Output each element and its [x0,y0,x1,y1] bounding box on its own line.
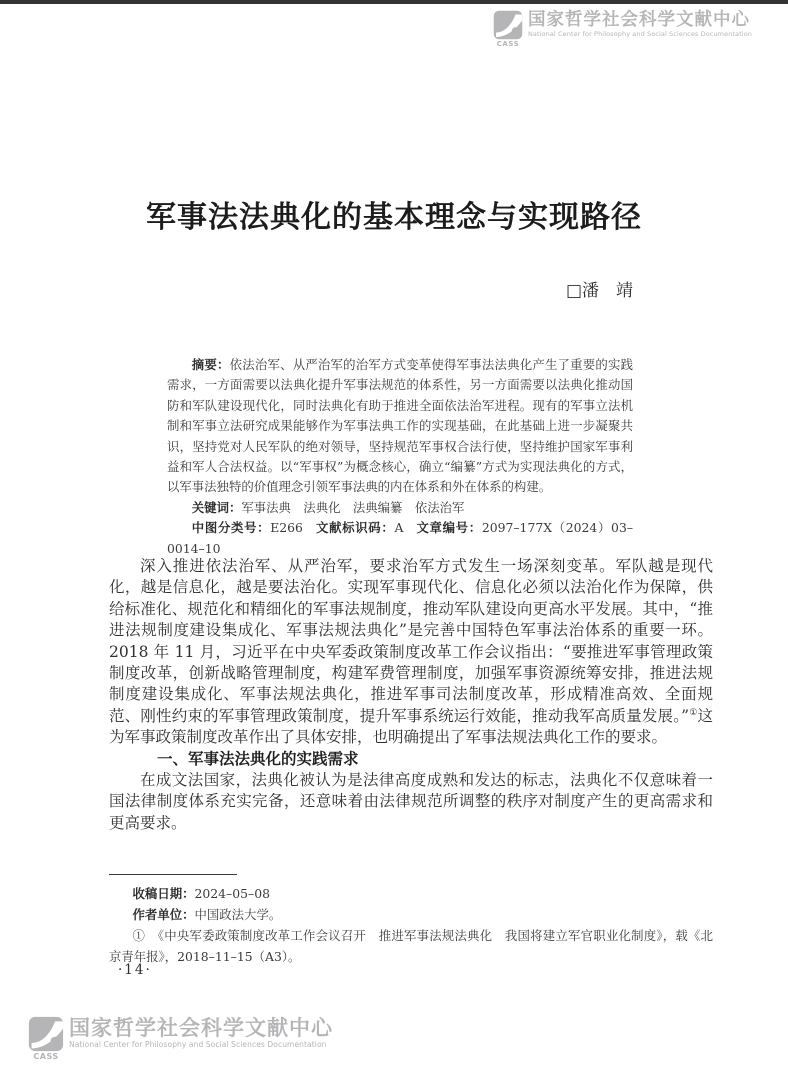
abstract-text: 依法治军、从严治军的治军方式变革使得军事法法典化产生了重要的实践需求，一方面需要以法典化提升军事法规范的体系性，另一方面需要以法典化推动国防和军队建设现代化，同时法典化有助于推进全面依法治军进程。现有的军事立法机制和军事立法研究成果能够作为军事法典工作的实现基础，在此基础上进一步凝聚共识，坚持党对人民军队的绝对领导，坚持规范军事权合法行使，坚持维护国家军事利益和军人合法权益。以“军事权”为概念核心，确立“编纂”方式为实现法典化的方式，以军事法独特的价值理念引领军事法典的内在体系和外在体系的构建。 [167,357,634,495]
cass-logo-icon [28,1016,64,1052]
brand-name-zh: 国家哲学社会科学文献中心 [69,1016,333,1040]
footnotes-block [109,883,713,967]
author-name: 潘 靖 [582,281,633,301]
cass-logo-icon [493,10,523,40]
author-line [0,276,633,301]
article-body [109,556,713,834]
brand-name-en: National Center for Philosophy and Social Sciences Documentation [69,1040,327,1050]
cass-brand-header [493,10,752,48]
brand-name-en: National Center for Philosophy and Social Sciences Documentation [527,30,752,39]
author-marker: □ [565,281,582,301]
abstract-paragraph [167,355,633,498]
body-paragraph-2: 在成文法国家，法典化被认为是法律高度成熟和发达的标志，法典化不仅意味着一国法律制度体系充实完备，还意味着由法律规范所调整的秩序对制度产生的更高需求和更高要求。 [109,771,713,832]
footnote-separator [109,874,237,875]
body-paragraph-1: 深入推进依法治军、从严治军，要求治军方式发生一场深刻变革。军队越是现代化，越是信息化，越是要法治化。实现军事现代化、信息化必须以法治化作为保障，供给标准化、规范化和精细化的军事法规制度，推动军队建设向更高水平发展。其中，“推进法规制度建设集成化、军事法规法典化”是完善中国特色军事法治体系的重要一环。2018 年 11 月，习近平在中央军委政策制度改革工作会议指出：“要推进军事管理政策制度改革，创新战略管理制度，构建军费管理制度，加强军事资源统筹安排，推进法规制度建设集成化、军事法规法典化，推进军事司法制度改革，形成精准高效、全面规范、刚性约束的军事管理政策制度，提升军事系统运行效能，推动我军高质量发展。”①这为军事政策制度改革作出了具体安排，也明确提出了军事法规法典化工作的要求。 [109,557,713,747]
cass-brand-footer [28,1016,333,1061]
keywords-line [167,498,633,518]
cass-abbr: CASS [33,1052,59,1061]
footnote-1-marker: ① [132,928,146,943]
clc-label: 中图分类号： [191,520,271,536]
top-border-bar [0,0,788,4]
abstract-label: 摘要： [191,357,230,372]
keywords-text: 军事法典 法典化 法典编纂 依法治军 [241,499,465,515]
affiliation-line [109,904,713,925]
received-label: 收稿日期： [132,886,195,901]
article-id-label: 文章编号： [415,520,482,536]
doc-code-label: 文献标识码： [315,520,395,536]
clc-value: E266 [270,520,303,536]
doc-code-value: A [394,520,404,536]
footnote-1 [109,925,713,967]
footnote-ref-1: ① [689,707,698,718]
section-heading-1: 一、军事法法典化的实践需求 [157,749,359,768]
footnote-1-text: 《中央军委政策制度改革工作会议召开 推进军事法规法典化 我国将建立军官职业化制度》，载《北京青年报》，2018–11–15（A3）。 [109,928,714,964]
abstract-block [167,355,633,559]
brand-name-zh: 国家哲学社会科学文献中心 [527,10,750,30]
keywords-label: 关键词： [191,499,242,515]
affiliation-value: 中国政法大学。 [194,907,282,922]
meta-line [167,518,633,559]
received-value: 2024–05–08 [194,886,270,901]
received-date-line [109,883,713,904]
cass-abbr: CASS [496,40,520,48]
affiliation-label: 作者单位： [132,907,195,922]
page-title: 军事法法典化的基本理念与实现路径 [146,200,642,235]
page-number: ·14· [118,962,152,978]
article-id-value: 2097–177X（2024）03–0014–10 [167,520,634,556]
